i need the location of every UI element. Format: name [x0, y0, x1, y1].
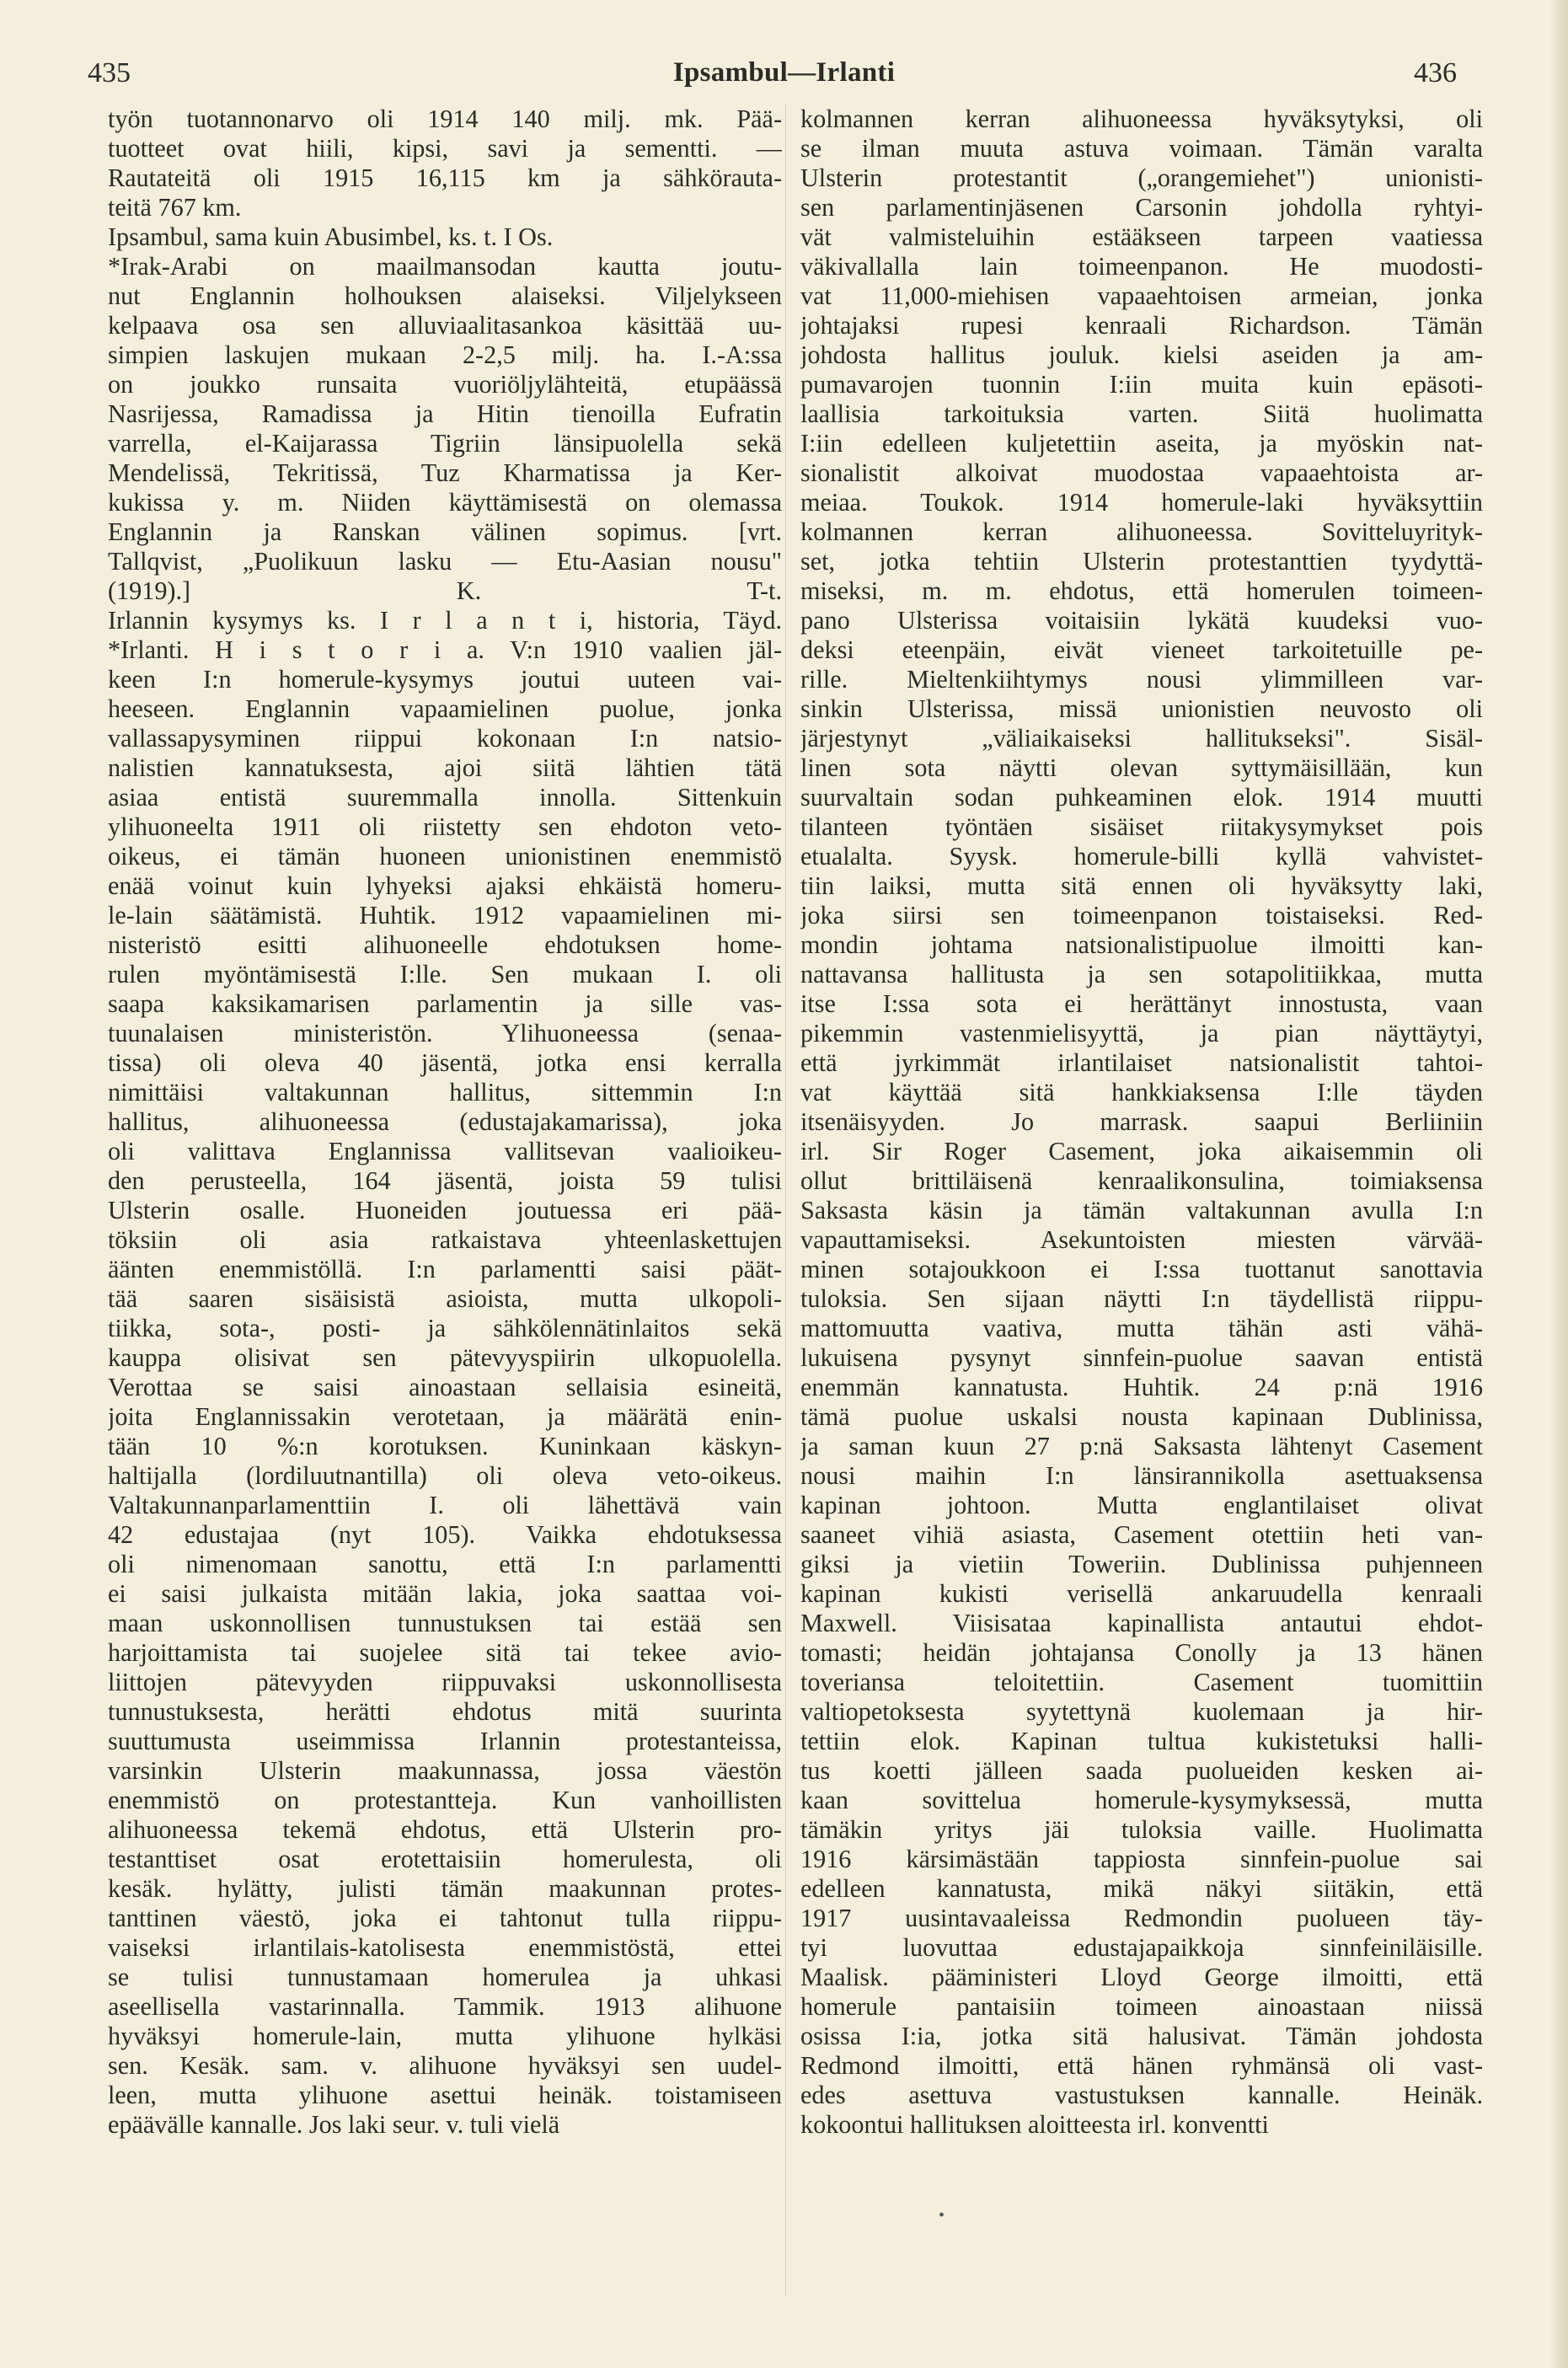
left-column-line: nut Englannin holhouksen alaiseksi. Viljelykseen: [108, 281, 782, 310]
left-column-line: teitä 767 km.: [108, 193, 242, 222]
right-column-line: nousi maihin I:n länsirannikolla asettuaksensa: [800, 1461, 1483, 1490]
right-column-line: vat käyttää sitä hankkiaksensa I:lle täyden: [800, 1078, 1483, 1106]
left-column-line: Nasrijessa, Ramadissa ja Hitin tienoilla Eufratin: [108, 399, 782, 428]
right-column-line: itse I:ssa sota ei herättänyt innostusta, vaan: [800, 989, 1483, 1018]
left-column-line: tanttinen väestö, joka ei tahtonut tulla riippu-: [108, 1904, 782, 1932]
right-column-line: enemmän kannatusta. Huhtik. 24 p:nä 1916: [800, 1373, 1483, 1401]
right-column-line: minen sotajoukkoon ei I:ssa tuottanut sanottavia: [800, 1255, 1483, 1283]
right-column-line: johtajaksi rupesi kenraali Richardson. Tämän: [800, 311, 1483, 340]
left-column-line: Rautateitä oli 1915 16,115 km ja sähkörauta-: [108, 163, 782, 192]
left-column-line: vaiseksi irlantilais-katolisesta enemmistöstä, ettei: [108, 1933, 782, 1962]
right-column-line: set, jotka tehtiin Ulsterin protestanttien tyydyttä-: [800, 547, 1483, 576]
left-column-line: rulen myöntämisestä I:lle. Sen mukaan I. oli: [108, 960, 782, 988]
left-column-line: se tulisi tunnustamaan homerulea ja uhkasi: [108, 1963, 782, 1991]
margin-mark: •: [939, 2206, 945, 2225]
left-column-line: nimittäisi valtakunnan hallitus, sittemmin I:n: [108, 1078, 782, 1106]
right-column-line: kaan sovittelua homerule-kysymyksessä, mutta: [800, 1786, 1483, 1814]
left-column-line: liittojen pätevyyden riippuvaksi uskonnollisesta: [108, 1668, 782, 1696]
left-column-line: tään 10 %:n korotuksen. Kuninkaan käskyn-: [108, 1432, 782, 1460]
right-column-line: rille. Mieltenkiihtymys nousi ylimmilleen var-: [800, 665, 1483, 694]
left-column-line: maan uskonnollisen tunnustuksen tai estää sen: [108, 1609, 782, 1637]
right-column-line: vapauttamiseksi. Asekuntoisten miesten värvää-: [800, 1225, 1483, 1254]
left-column-line: 42 edustajaa (nyt 105). Vaikka ehdotuksessa: [108, 1520, 782, 1549]
right-column-line: saaneet vihiä asiasta, Casement otettiin heti van-: [800, 1520, 1483, 1549]
right-column-line: tus koetti jälleen saada puolueiden kesken ai-: [800, 1756, 1483, 1785]
right-column-line: tämäkin yritys jäi tuloksia vaille. Huolimatta: [800, 1815, 1483, 1844]
left-column-line: vallassapysyminen riippui kokonaan I:n natsio-: [108, 724, 782, 753]
left-column-line: Ipsambul, sama kuin Abusimbel, ks. t. I Os.: [108, 222, 554, 251]
right-column-line: Redmond ilmoitti, että hänen ryhmänsä oli vast-: [800, 2051, 1483, 2080]
right-column-line: vät valmisteluihin estääkseen tarpeen vaatiessa: [800, 222, 1483, 251]
left-column-line: varrella, el-Kaijarassa Tigriin länsipuolella sekä: [108, 429, 782, 458]
right-column-line: sen parlamentinjäsenen Carsonin johdolla ryhtyi-: [800, 193, 1483, 222]
page-edge-shadow: [1549, 0, 1568, 2368]
left-column-line: nalistien kannatuksesta, ajoi siitä lähtien tätä: [108, 753, 782, 782]
left-column-line: alihuoneessa tekemä ehdotus, että Ulsterin pro-: [108, 1815, 782, 1844]
left-column-line: suuttumusta useimmissa Irlannin protestanteissa,: [108, 1727, 782, 1755]
right-column-line: että jyrkimmät irlantilaiset natsionalistit tahtoi-: [800, 1048, 1483, 1077]
right-column-line: toveriansa teloitettiin. Casement tuomittiin: [800, 1668, 1483, 1696]
left-column-line: tuunalaisen ministeristön. Ylihuoneessa (senaa-: [108, 1019, 782, 1047]
right-column-line: järjestynyt „väliaikaiseksi hallitukseksi". Sisäl-: [800, 724, 1483, 753]
right-column-line: vat 11,000-miehisen vapaaehtoisen armeian, jonka: [800, 281, 1483, 310]
left-column-line: heeseen. Englannin vapaamielinen puolue, jonka: [108, 694, 782, 723]
right-column-line: kapinan kukisti verisellä ankaruudella kenraali: [800, 1579, 1483, 1608]
left-column-line: saapa kaksikamarisen parlamentin ja sille vas-: [108, 989, 782, 1018]
right-column-line: itsenäisyyden. Jo marrask. saapui Berliiniin: [800, 1107, 1483, 1136]
right-column-line: linen sota näytti olevan syttymäisillään, kun: [800, 753, 1483, 782]
left-column-line: hallitus, alihuoneessa (edustajakamarissa), joka: [108, 1107, 782, 1136]
right-column-line: edes asettuva vastustuksen kannalle. Heinäk.: [800, 2081, 1483, 2109]
left-column-line: työn tuotannonarvo oli 1914 140 milj. mk. Pää-: [108, 104, 782, 133]
left-column-line: tunnustuksesta, herätti ehdotus mitä suurinta: [108, 1697, 782, 1726]
right-column-line: tiin laiksi, mutta sitä ennen oli hyväksytty laki,: [800, 871, 1483, 900]
left-column-line: joita Englannissakin verotetaan, ja määrätä enin-: [108, 1402, 782, 1431]
right-column-line: tyi luovuttaa edustajapaikkoja sinnfeiniläisille.: [800, 1933, 1483, 1962]
right-column-line: kolmannen kerran alihuoneessa. Sovitteluyrityk-: [800, 517, 1483, 546]
left-column-line: nisteristö esitti alihuoneelle ehdotuksen home-: [108, 930, 782, 959]
left-column-line: aseellisella vastarinnalla. Tammik. 1913 alihuone: [108, 1992, 782, 2021]
left-column-line: haltijalla (lordiluutnantilla) oli oleva veto-oikeus.: [108, 1461, 782, 1490]
left-column-line: harjoittamista tai suojelee sitä tai tekee avio-: [108, 1638, 782, 1667]
right-column-line: lukuisena pysynyt sinnfein-puolue saavan entistä: [800, 1343, 1483, 1372]
right-column-line: tämä puolue uskalsi nousta kapinaan Dublinissa,: [800, 1402, 1483, 1431]
right-column-line: miseksi, m. m. ehdotus, että homerulen toimeen-: [800, 576, 1483, 605]
right-column-line: väkivallalla lain toimeenpanon. He muodosti-: [800, 252, 1483, 281]
left-column-line: oli nimenomaan sanottu, että I:n parlamentti: [108, 1550, 782, 1578]
left-column-line: enää voinut kuin lyhyeksi ajaksi ehkäistä homeru-: [108, 871, 782, 900]
left-column-line: tiikka, sota-, posti- ja sähkölennätinlaitos sekä: [108, 1314, 782, 1342]
right-column-line: tilanteen työntäen sisäiset riitakysymykset pois: [800, 812, 1483, 841]
left-column-line: varsinkin Ulsterin maakunnassa, jossa väestön: [108, 1756, 782, 1785]
right-column-line: tomasti; heidän johtajansa Conolly ja 13 hänen: [800, 1638, 1483, 1667]
right-column-line: deksi eteenpäin, eivät vieneet tarkoitetuille pe-: [800, 635, 1483, 664]
left-column-line: sen. Kesäk. sam. v. alihuone hyväksyi sen uudel-: [108, 2051, 782, 2080]
right-column-line: pumavarojen tuonnin I:iin muita kuin epäsoti-: [800, 370, 1483, 399]
left-column-line: hyväksyi homerule-lain, mutta ylihuone hylkäsi: [108, 2022, 782, 2050]
right-column-line: mondin johtama natsionalistipuolue ilmoitti kan-: [800, 930, 1483, 959]
right-column-line: ollut brittiläisenä kenraalikonsulina, toimiaksensa: [800, 1166, 1483, 1195]
left-column-line: testanttiset osat erotettaisiin homerulesta, oli: [108, 1845, 782, 1873]
right-column-line: laallisia tarkoituksia varten. Siitä huolimatta: [800, 399, 1483, 428]
left-column-line: Irlannin kysymys ks. I r l a n t i, historia, Täyd.: [108, 606, 782, 635]
right-column-line: nattavansa hallitusta ja sen sotapolitiikkaa, mutta: [800, 960, 1483, 988]
left-column-line: epäävälle kannalle. Jos laki seur. v. tuli vielä: [108, 2110, 560, 2139]
right-column-line: johdosta hallitus jouluk. kielsi aseiden ja am-: [800, 340, 1483, 369]
right-column-line: ja saman kuun 27 p:nä Saksasta lähtenyt Casement: [800, 1432, 1483, 1460]
page-number-right: 436: [1414, 57, 1457, 88]
right-column-line: pano Ulsterissa voitaisiin lykätä kuudeksi vuo-: [800, 606, 1483, 635]
page-header: [0, 57, 1568, 99]
right-column-line: Saksasta käsin ja tämän valtakunnan avulla I:n: [800, 1196, 1483, 1224]
right-column-line: pikemmin vastenmielisyyttä, ja pian näyttäytyi,: [800, 1019, 1483, 1047]
left-column: [108, 104, 782, 2329]
left-column-line: leen, mutta ylihuone asettui heinäk. toistamiseen: [108, 2081, 782, 2109]
left-column-line: Valtakunnanparlamenttiin I. oli lähettävä vain: [108, 1491, 782, 1519]
right-column-line: kokoontui hallituksen aloitteesta irl. konventti: [800, 2110, 1269, 2139]
right-column-line: 1917 uusintavaaleissa Redmondin puolueen täy-: [800, 1904, 1483, 1932]
right-column-line: meiaa. Toukok. 1914 homerule-laki hyväksyttiin: [800, 488, 1483, 517]
left-column-line: tissa) oli oleva 40 jäsentä, jotka ensi kerralla: [108, 1048, 782, 1077]
left-column-line: kelpaava osa sen alluviaalitasankoa käsittää uu-: [108, 311, 782, 340]
left-column-line: oli valittava Englannissa vallitsevan vaalioikeu-: [108, 1137, 782, 1165]
right-column-line: sionalistit alkoivat muodostaa vapaaehtoista ar-: [800, 458, 1483, 487]
left-column-line: kesäk. hylätty, julisti tämän maakunnan protes-: [108, 1874, 782, 1903]
page-number-left: 435: [88, 57, 131, 88]
left-column-line: tuotteet ovat hiili, kipsi, savi ja sementti. —: [108, 134, 782, 163]
left-column-line: Tallqvist, „Puolikuun lasku — Etu-Aasian nousu": [108, 547, 782, 576]
right-column-line: giksi ja vietiin Toweriin. Dublinissa puhjenneen: [800, 1550, 1483, 1578]
right-column-line: kapinan johtoon. Mutta englantilaiset olivat: [800, 1491, 1483, 1519]
left-column-line: Verottaa se saisi ainoastaan sellaisia esineitä,: [108, 1373, 782, 1401]
right-column-line: suurvaltain sodan puhkeaminen elok. 1914 muutti: [800, 783, 1483, 812]
left-column-line: kukissa y. m. Niiden käyttämisestä on olemassa: [108, 488, 782, 517]
left-column-line: töksiin oli asia ratkaistava yhteenlaskettujen: [108, 1225, 782, 1254]
right-column-line: homerule pantaisiin toimeen ainoastaan niissä: [800, 1992, 1483, 2021]
running-head: Ipsambul—Irlanti: [672, 57, 896, 88]
right-column-line: Maalisk. pääministeri Lloyd George ilmoitti, että: [800, 1963, 1483, 1991]
left-column-line: ei saisi julkaista mitään lakia, joka saattaa voi-: [108, 1579, 782, 1608]
right-column-line: sinkin Ulsterissa, missä unionistien neuvosto oli: [800, 694, 1483, 723]
left-column-line: *Irak-Arabi on maailmansodan kautta joutu-: [108, 252, 782, 281]
left-column-line: Ulsterin osalle. Huoneiden joutuessa eri pää-: [108, 1196, 782, 1224]
left-column-line: äänten enemmistöllä. I:n parlamentti saisi päät-: [108, 1255, 782, 1283]
left-column-line: den perusteella, 164 jäsentä, joista 59 tulisi: [108, 1166, 782, 1195]
right-column-line: Maxwell. Viisisataa kapinallista antautui ehdot-: [800, 1609, 1483, 1637]
left-column-line: on joukko runsaita vuoriöljylähteitä, etupäässä: [108, 370, 782, 399]
right-column-line: se ilman muuta astuva voimaan. Tämän varalta: [800, 134, 1483, 163]
left-column-line: simpien laskujen mukaan 2-2,5 milj. ha. I.-A:ssa: [108, 340, 782, 369]
left-column-line: *Irlanti. H i s t o r i a. V:n 1910 vaalien jäl-: [108, 635, 782, 664]
left-column-line: enemmistö on protestantteja. Kun vanhoillisten: [108, 1786, 782, 1814]
right-column-line: irl. Sir Roger Casement, joka aikaisemmin oli: [800, 1137, 1483, 1165]
left-column-line: oikeus, ei tämän huoneen unionistinen enemmistö: [108, 842, 782, 871]
left-column-line: kauppa olisivat sen pätevyyspiirin ulkopuolella.: [108, 1343, 782, 1372]
left-column-line: ylihuoneelta 1911 oli riistetty sen ehdoton veto-: [108, 812, 782, 841]
left-column-line: le-lain säätämistä. Huhtik. 1912 vapaamielinen mi-: [108, 901, 782, 930]
right-column-line: kolmannen kerran alihuoneessa hyväksytyksi, oli: [800, 104, 1483, 133]
left-column-line: (1919).] K. T-t.: [108, 576, 782, 605]
right-column: [800, 104, 1483, 2329]
right-column-line: joka siirsi sen toimeenpanon toistaiseksi. Red-: [800, 901, 1483, 930]
right-column-line: Ulsterin protestantit („orangemiehet") unionisti-: [800, 163, 1483, 192]
left-column-line: tää saaren sisäisistä asioista, mutta ulkopoli-: [108, 1284, 782, 1313]
right-column-line: mattomuutta vaativa, mutta tähän asti vähä-: [800, 1314, 1483, 1342]
left-column-line: asiaa entistä suuremmalla innolla. Sittenkuin: [108, 783, 782, 812]
right-column-line: etualalta. Syysk. homerule-billi kyllä vahvistet-: [800, 842, 1483, 871]
right-column-line: valtiopetoksesta syytettynä kuolemaan ja hir-: [800, 1697, 1483, 1726]
right-column-line: I:iin edelleen kuljetettiin aseita, ja myöskin nat-: [800, 429, 1483, 458]
right-column-line: 1916 kärsimästään tappiosta sinnfein-puolue sai: [800, 1845, 1483, 1873]
left-column-line: keen I:n homerule-kysymys joutui uuteen vai-: [108, 665, 782, 694]
right-column-line: osissa I:ia, jotka sitä halusivat. Tämän johdosta: [800, 2022, 1483, 2050]
column-divider: [785, 104, 786, 2296]
right-column-line: edelleen kannatusta, mikä näkyi siitäkin, että: [800, 1874, 1483, 1903]
left-column-line: Mendelissä, Tekritissä, Tuz Kharmatissa ja Ker-: [108, 458, 782, 487]
left-column-line: Englannin ja Ranskan välinen sopimus. [vrt.: [108, 517, 782, 546]
right-column-line: tettiin elok. Kapinan tultua kukistetuksi halli-: [800, 1727, 1483, 1755]
right-column-line: tuloksia. Sen sijaan näytti I:n täydellistä riippu-: [800, 1284, 1483, 1313]
